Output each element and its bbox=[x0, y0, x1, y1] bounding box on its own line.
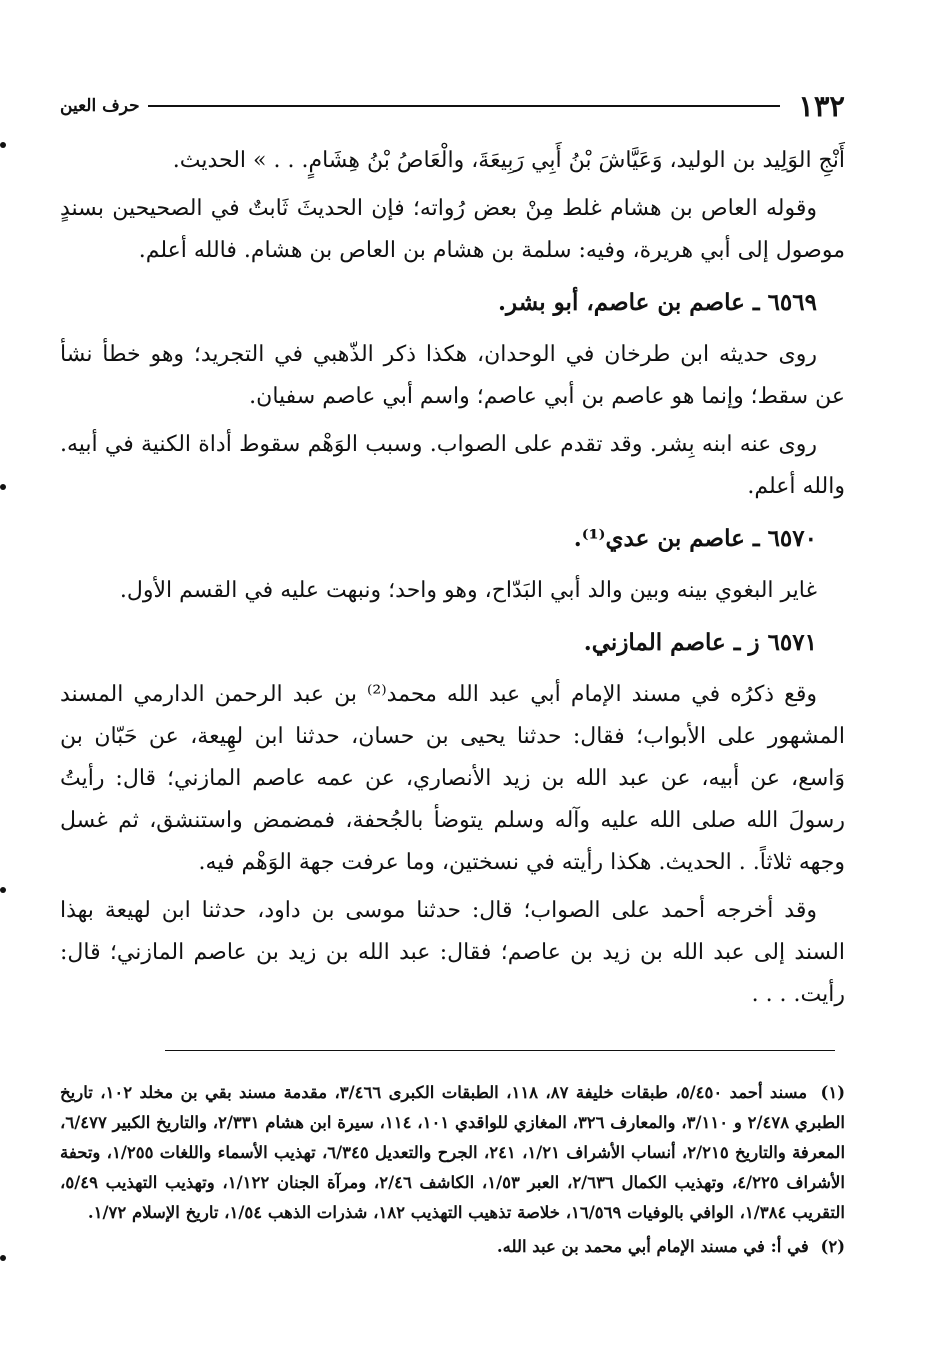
footnote-2 bbox=[60, 1232, 845, 1262]
paragraph-4: روى عنه ابنه بِشر. وقد تقدم على الصواب. وسبب الوَهْم سقوط أداة الكنية في أبيه. والله أعلم. bbox=[60, 432, 845, 499]
scan-mark-dot bbox=[0, 887, 6, 893]
paragraph-3: روى حديثه ابن طرخان في الوحدان، هكذا ذكر الذّهبي في التجريد؛ وهو خطأ نشأ عن سقط؛ وإنما هو عاصم بن أبي عاصم؛ واسم أبي عاصم سفيان. bbox=[60, 342, 845, 409]
scan-mark-dot bbox=[0, 1255, 6, 1261]
entry-heading-6569: ٦٥٦٩ ـ عاصم بن عاصم، أبو بشر. bbox=[498, 289, 817, 316]
page-header bbox=[60, 86, 845, 126]
paragraph-6: وقع ذكرُه في مسند الإمام أبي عبد الله محمد⁽²⁾ بن عبد الرحمن الدارمي المسند المشهور على الأبواب؛ فقال: حدثنا يحيى بن حسان، حدثنا ابن لهِيعة، عن حَبّان بن وَاسع، عن أبيه، عن عبد الله بن زيد الأنصاري، عن عمه عاصم المازني؛ قال: رأيتُ رسولَ الله صلى الله عليه وآله وسلم يتوضأ بالجُحفة، فمضمض واستنشق، ثم غسل وجهه ثلاثاً. . الحديث. هكذا رأيته في نسختين، وما عرفت جهة الوَهْم فيه. bbox=[60, 682, 845, 875]
header-rule bbox=[148, 105, 781, 107]
scan-mark-dot bbox=[0, 484, 6, 490]
footnote-2-number: (٢) bbox=[820, 1237, 845, 1256]
entry-heading-6571: ٦٥٧١ ز ـ عاصم المازني. bbox=[583, 629, 817, 656]
running-title: حرف العين bbox=[60, 96, 140, 116]
page-number: ١٣٢ bbox=[798, 89, 845, 123]
footnote-1 bbox=[60, 1078, 845, 1228]
paragraph-5: غاير البغوي بينه وبين والد أبي البَدّاح، وهو واحد؛ ونبهت عليه في القسم الأول. bbox=[119, 578, 817, 603]
footnote-1-text: مسند أحمد ٥/٤٥٠، طبقات خليفة ٨٧، ١١٨، الطبقات الكبرى ٣/٤٦٦، مقدمة مسند بقي بن مخلد ١٠٢، تاريخ الطبري ٢/٤٧٨ و ٣/١١٠، والمعارف ٣٢٦، المغازي للواقدي ١٠١، ١١٤، سيرة ابن هشام ٢/٣٣١، والتاريخ الكبير ٦/٤٧٧، المعرفة والتاريخ ٢/٢١٥، أنساب الأشراف ١/٢١، ٢٤١، الجرح والتعديل ٦/٣٤٥، تهذيب الأسماء واللغات ١/٢٥٥، وتحفة الأشراف ٤/٢٢٥، وتهذيب الكمال ٢/٦٣٦، العبر ١/٥٣، الكاشف ٢/٤٦، ومرآة الجنان ١/١٢٢، وتهذيب التهذيب ٥/٤٩، التقريب ١/٣٨٤، الوافي بالوفيات ١٦/٥٦٩، خلاصة تذهيب التهذيب ١٨٢، شذرات الذهب ١/٥٤، تاريخ الإسلام ١/٧٢. bbox=[60, 1083, 846, 1222]
paragraph-2: وقوله العاص بن هشام غلط مِنْ بعض رُواته؛ فإن الحديثَ ثَابتٌ في الصحيحين بسندٍ موصول إلى أبي هريرة، وفيه: سلمة بن هشام بن العاص بن هشام. فالله أعلم. bbox=[60, 196, 845, 263]
paragraph-1: أَنْجِ الوَلِيد بن الوليد، وَعَيَّاشَ بْنُ أَبِي رَبِيعَةَ، والْعَاصُ بْنُ هِشَامٍ. . . » الحديث. bbox=[172, 148, 845, 173]
footnote-2-text: في أ: في مسند الإمام أبي محمد بن عبد الله. bbox=[496, 1237, 809, 1256]
entry-heading-6570: ٦٥٧٠ ـ عاصم بن عدي⁽¹⁾. bbox=[573, 525, 817, 552]
scan-mark-dot bbox=[0, 142, 6, 148]
footnote-1-number: (١) bbox=[820, 1083, 845, 1102]
main-text bbox=[60, 140, 845, 1022]
paragraph-7: وقد أخرجه أحمد على الصواب؛ قال: حدثنا موسى بن داود، حدثنا ابن لهيعة بهذا السند إلى عبد الله بن زيد بن عاصم؛ فقال: عبد الله بن زيد بن عاصم المازني؛ قال: رأيت. . . . bbox=[60, 898, 845, 1007]
footnote-separator bbox=[165, 1050, 835, 1051]
footnotes bbox=[60, 1078, 845, 1266]
